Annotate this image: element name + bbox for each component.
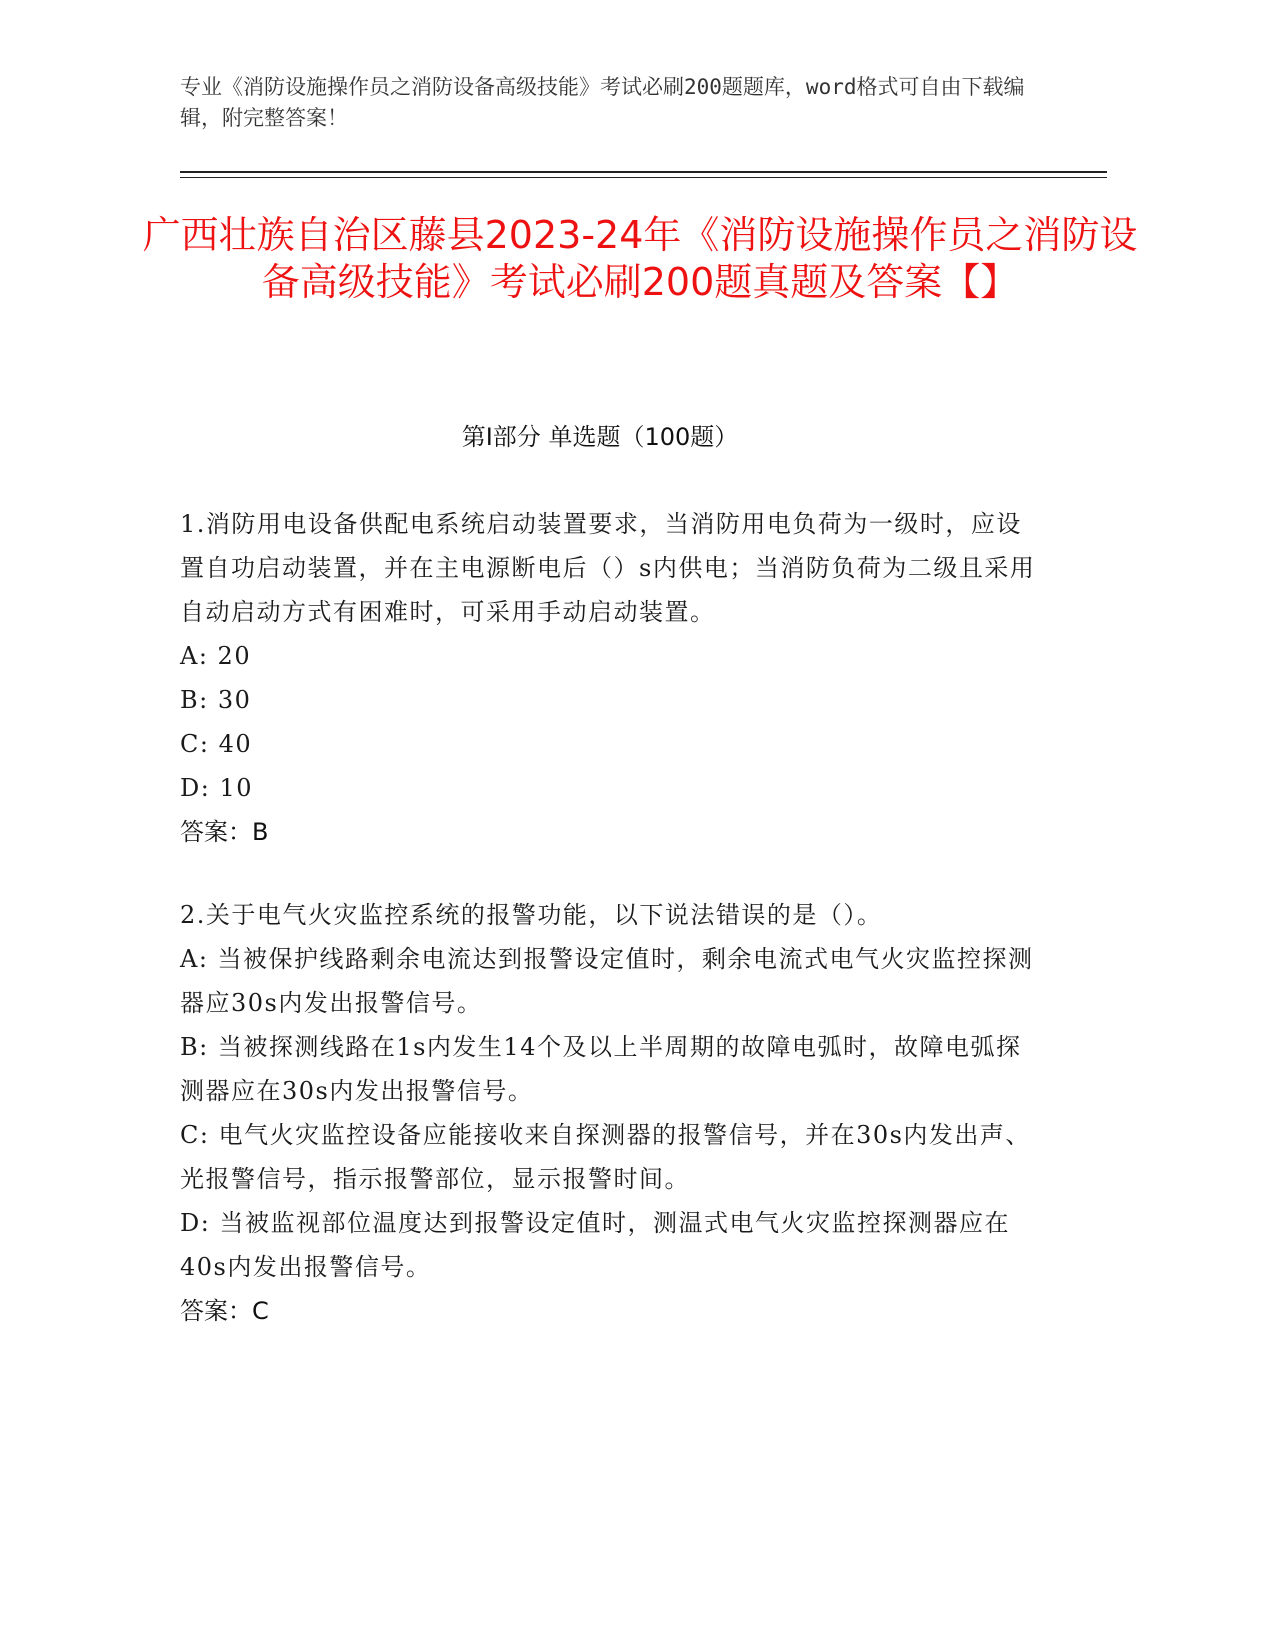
- document-title: 广西壮族自治区藤县2023-24年《消防设施操作员之消防设备高级技能》考试必刷200题真题及答案【】: [142, 213, 1138, 304]
- option-a: A: 20: [180, 642, 252, 670]
- option-b: B: 30: [180, 686, 252, 714]
- answer-line: 答案：C: [180, 1297, 269, 1325]
- header-divider-thin: [180, 177, 1107, 178]
- header-divider-thick: [180, 171, 1107, 173]
- question-1: [180, 502, 1040, 854]
- option-c: C: 电气火灾监控设备应能接收来自探测器的报警信号，并在30s内发出声、光报警信号，指示报警部位，显示报警时间。: [180, 1121, 1031, 1193]
- answer-line: 答案：B: [180, 818, 269, 846]
- option-d: D: 10: [180, 774, 253, 802]
- section-heading: 第Ⅰ部分 单选题（100题）: [461, 423, 739, 451]
- option-a: A: 当被保护线路剩余电流达到报警设定值时，剩余电流式电气火灾监控探测器应30s内发出报警信号。: [180, 945, 1034, 1017]
- option-c: C: 40: [180, 730, 253, 758]
- question-stem: 1.消防用电设备供配电系统启动装置要求，当消防用电负荷为一级时，应设置自功启动装置，并在主电源断电后（）s内供电；当消防负荷为二级且采用自动启动方式有困难时，可采用手动启动装置。: [180, 510, 1036, 626]
- option-b: B: 当被探测线路在1s内发生14个及以上半周期的故障电弧时，故障电弧探测器应在30s内发出报警信号。: [180, 1033, 1022, 1105]
- option-d: D: 当被监视部位温度达到报警设定值时，测温式电气火灾监控探测器应在40s内发出报警信号。: [180, 1209, 1010, 1281]
- header-note: 专业《消防设施操作员之消防设备高级技能》考试必刷200题题库，word格式可自由下载编辑，附完整答案！: [180, 75, 1025, 130]
- question-stem: 2.关于电气火灾监控系统的报警功能，以下说法错误的是（）。: [180, 901, 883, 929]
- question-2: [180, 893, 1040, 1333]
